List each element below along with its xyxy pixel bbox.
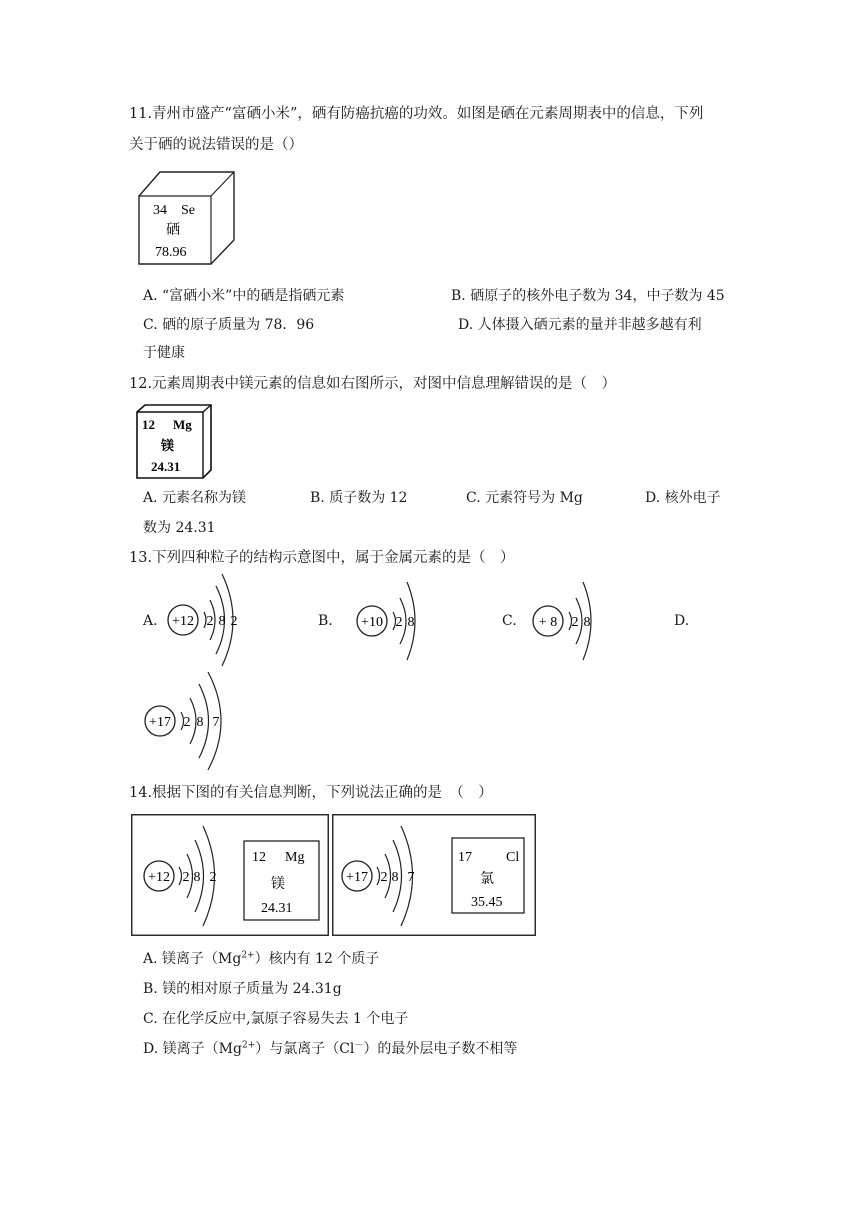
q13-c-shell-1: 2	[571, 615, 579, 630]
q13-stem: 13.下列四种粒子的结构示意图中，属于金属元素的是（ ）	[129, 550, 515, 566]
q13-b-nucleus: +10	[361, 615, 383, 630]
q11-option-d[interactable]: D. 人体摄入硒元素的量并非越多越有利	[458, 317, 702, 333]
q11-card-number: 34	[153, 203, 167, 218]
q11-card-name: 硒	[166, 223, 180, 238]
q11-option-b[interactable]: B. 硒原子的核外电子数为 34，中子数为 45	[451, 288, 725, 304]
q13-diagram-d	[140, 670, 240, 772]
q14-chlorine-panel	[332, 814, 536, 936]
q12-option-a[interactable]: A. 元素名称为镁	[143, 490, 247, 506]
q14-option-b[interactable]: B. 镁的相对原子质量为 24.31g	[143, 981, 342, 997]
q12-option-b[interactable]: B. 质子数为 12	[310, 490, 408, 506]
q13-label-b[interactable]: B.	[318, 613, 333, 629]
q13-d-shell-1: 2	[183, 715, 191, 730]
q14-mg-card-mass: 24.31	[261, 901, 293, 916]
q14-option-a[interactable]: A. 镁离子$(Mg^{2+})$核内有 12 个质子	[143, 950, 380, 967]
q12-card-name: 镁	[161, 438, 175, 453]
q13-a-nucleus: +12	[172, 614, 194, 629]
q14-mg-card-number: 12	[252, 850, 266, 865]
q12-option-c[interactable]: C. 元素符号为 Mg	[466, 490, 583, 506]
q14-cl-card-symbol: Cl	[506, 850, 520, 865]
q11-card-symbol: Se	[181, 203, 195, 218]
q13-label-d[interactable]: D.	[674, 613, 690, 629]
q14-cl-card-mass: 35.45	[471, 895, 503, 910]
q11-selenium-card	[136, 168, 238, 268]
q13-d-nucleus: +17	[149, 715, 171, 730]
q13-d-shell-2: 8	[196, 715, 204, 730]
q13-a-shell-1: 2	[206, 614, 214, 629]
q14-mg-card-name: 镁	[271, 877, 285, 892]
q14-mg-shell-1: 2	[182, 870, 190, 885]
q13-a-shell-3: 2	[230, 614, 238, 629]
q14-cl-card-number: 17	[458, 850, 472, 865]
q14-mg-shell-2: 8	[193, 870, 201, 885]
q13-b-shell-2: 8	[407, 615, 415, 630]
q11-option-a[interactable]: A. “富硒小米”中的硒是指硒元素	[143, 288, 345, 304]
q13-a-shell-2: 8	[218, 614, 226, 629]
q12-card-symbol: Mg	[173, 417, 192, 432]
q13-d-shell-3: 7	[212, 715, 220, 730]
q11-card-mass: 78.96	[155, 245, 187, 260]
q13-label-c[interactable]: C.	[502, 613, 517, 629]
q11-stem-line2: 关于硒的说法错误的是（）	[129, 137, 303, 153]
q12-stem: 12.元素周期表中镁元素的信息如右图所示，对图中信息理解错误的是（ ）	[129, 376, 617, 392]
q13-diagram-b	[352, 578, 422, 664]
q14-cl-shell-1: 2	[380, 870, 388, 885]
q12-option-d[interactable]: D. 核外电子	[645, 490, 721, 506]
q11-option-c[interactable]: C. 硒的原子质量为 78．96	[143, 317, 315, 333]
q14-cl-shell-2: 8	[391, 870, 399, 885]
q14-cl-shell-3: 7	[407, 870, 415, 885]
q14-cl-card-name: 氯	[480, 872, 494, 887]
q14-cl-nucleus: +17	[346, 870, 368, 885]
q14-stem: 14.根据下图的有关信息判断，下列说法正确的是 （ ）	[129, 785, 493, 801]
q13-b-shell-1: 2	[395, 615, 403, 630]
q12-option-d-cont: 数为 24.31	[143, 520, 216, 536]
q13-diagram-c	[528, 578, 598, 664]
q14-mg-nucleus: +12	[148, 870, 170, 885]
q14-mg-shell-3: 2	[209, 870, 217, 885]
q12-card-number: 12	[142, 417, 155, 432]
q12-card-mass: 24.31	[151, 459, 181, 474]
q13-c-nucleus: + 8	[538, 615, 558, 630]
q13-c-shell-2: 8	[583, 615, 591, 630]
q14-mg-card-symbol: Mg	[285, 850, 305, 865]
q14-option-c[interactable]: C. 在化学反应中,氯原子容易失去 1 个电子	[143, 1011, 409, 1027]
q12-magnesium-card	[134, 402, 214, 482]
q13-diagram-a	[164, 572, 244, 668]
q13-label-a[interactable]: A.	[143, 613, 158, 629]
q14-option-d[interactable]: D. 镁离子$(Mg^{2+})$与氯离子（Cl－）的最外层电子数不相等	[143, 1040, 518, 1057]
q14-magnesium-panel	[131, 814, 329, 936]
q11-stem-line1: 11.青州市盛产“富硒小米”，硒有防癌抗癌的功效。如图是硒在元素周期表中的信息，下列	[129, 106, 704, 122]
q11-option-d-cont: 于健康	[143, 345, 185, 361]
